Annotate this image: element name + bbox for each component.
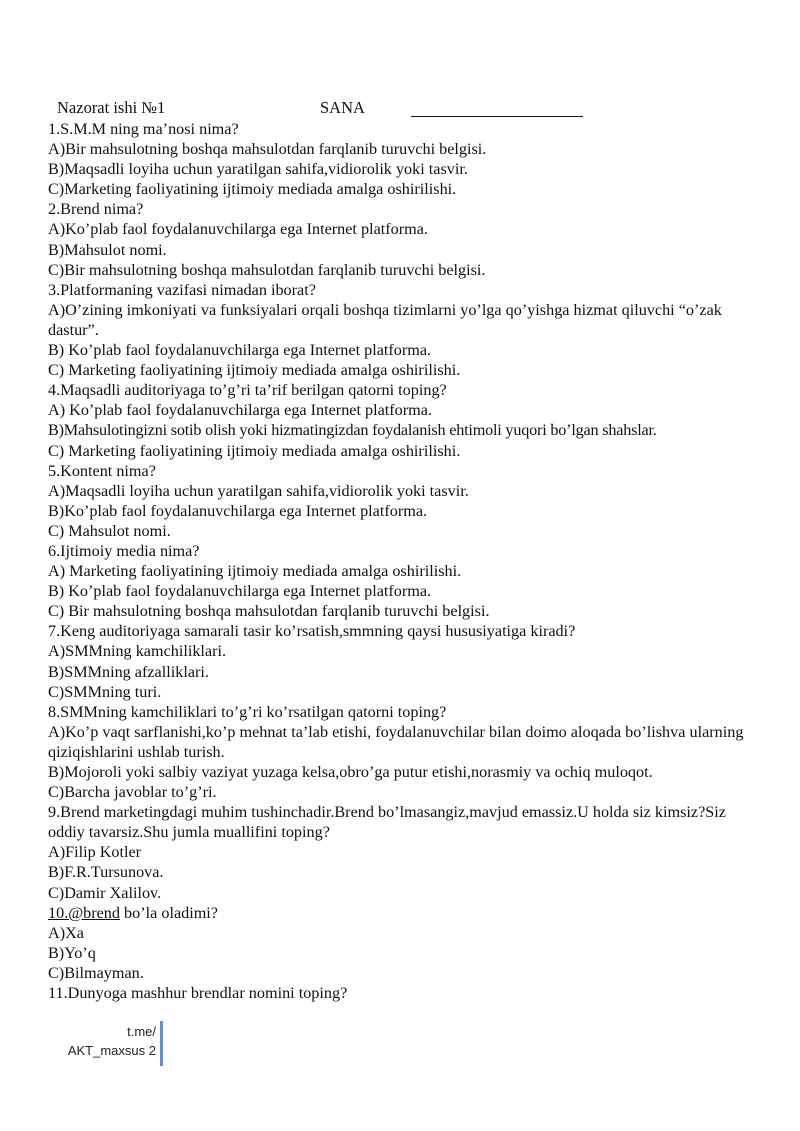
option-9b: B)F.R.Tursunova. xyxy=(48,863,164,882)
option-7a: A)SMMning kamchiliklari. xyxy=(48,642,227,661)
option-2a: A)Ko’plab faol foydalanuvchilarga ega Internet platforma. xyxy=(48,220,428,239)
option-3a: A)O’zining imkoniyati va funksiyalari orqali boshqa tizimlarni yo’lga qo’yishga hizmat qiluvchi “o’zak dastur”. xyxy=(48,300,722,339)
option-1a: A)Bir mahsulotning boshqa mahsulotdan farqlanib turuvchi belgisi. xyxy=(48,140,487,159)
footer-line-1: t.me/ xyxy=(127,1024,156,1039)
option-1b: B)Maqsadli loyiha uchun yaratilgan sahifa,vidiorolik yoki tasvir. xyxy=(48,160,468,179)
option-10b: B)Yo’q xyxy=(48,943,96,962)
option-5a: A)Maqsadli loyiha uchun yaratilgan sahifa,vidiorolik yoki tasvir. xyxy=(48,481,469,500)
question-7: 7.Keng auditoriyaga samarali tasir ko’rsatish,smmning qaysi hususiyatiga kiradi? xyxy=(48,622,576,641)
option-6a: A) Marketing faoliyatining ijtimoiy mediada amalga oshirilishi. xyxy=(48,562,462,581)
question-10-number: 10.@brend xyxy=(48,903,120,922)
option-8c: C)Barcha javoblar to’g’ri. xyxy=(48,783,217,802)
question-6: 6.Ijtimoiy media nima? xyxy=(48,541,200,560)
question-list xyxy=(48,119,748,1003)
footer-accent-bar xyxy=(160,1021,163,1066)
option-5c: C) Mahsulot nomi. xyxy=(48,521,171,540)
header-title: Nazorat ishi №1 xyxy=(57,98,166,117)
option-8a: A)Ko’p vaqt sarflanishi,ko’p mehnat ta’lab etishi, foydalanuvchilar bilan doimo aloqada bo’lishva ularning qiziqishlarini ushlab turish. xyxy=(48,722,744,761)
question-10-text: bo’la oladimi? xyxy=(120,903,218,922)
option-6c: C) Bir mahsulotning boshqa mahsulotdan farqlanib turuvchi belgisi. xyxy=(48,602,490,621)
option-2c: C)Bir mahsulotning boshqa mahsulotdan farqlanib turuvchi belgisi. xyxy=(48,260,486,279)
option-10a: A)Xa xyxy=(48,923,84,942)
option-5b: B)Ko’plab faol foydalanuvchilarga ega Internet platforma. xyxy=(48,501,428,520)
option-3c: C) Marketing faoliyatining ijtimoiy mediada amalga oshirilishi. xyxy=(48,361,461,380)
question-11: 11.Dunyoga mashhur brendlar nomini toping? xyxy=(48,984,348,1003)
question-1: 1.S.M.M ning ma’nosi nima? xyxy=(48,120,239,138)
option-3b: B) Ko’plab faol foydalanuvchilarga ega Internet platforma. xyxy=(48,341,432,360)
option-7c: C)SMMning turi. xyxy=(48,682,162,701)
option-9c: C)Damir Xalilov. xyxy=(48,883,162,902)
header xyxy=(57,98,597,120)
date-label: SANA xyxy=(320,98,365,117)
option-4a: A) Ko’plab faol foydalanuvchilarga ega Internet platforma. xyxy=(48,401,432,420)
question-3: 3.Platformaning vazifasi nimadan iborat? xyxy=(48,280,316,299)
question-8: 8.SMMning kamchiliklari to’g’ri ko’rsatilgan qatorni toping? xyxy=(48,702,447,721)
option-7b: B)SMMning afzalliklari. xyxy=(48,662,209,681)
question-10 xyxy=(48,903,748,923)
option-2b: B)Mahsulot nomi. xyxy=(48,240,167,259)
option-10c: C)Bilmayman. xyxy=(48,963,144,982)
question-2: 2.Brend nima? xyxy=(48,200,144,219)
option-8b: B)Mojoroli yoki salbiy vaziyat yuzaga kelsa,obro’ga putur etishi,norasmiy va ochiq muloqot. xyxy=(48,763,653,781)
option-4c: C) Marketing faoliyatining ijtimoiy mediada amalga oshirilishi. xyxy=(48,441,461,460)
footer-line-2: AKT_maxsus 2 xyxy=(67,1043,156,1058)
option-1c: C)Marketing faoliyatining ijtimoiy mediada amalga oshirilishi. xyxy=(48,180,457,199)
date-blank-line xyxy=(411,116,583,117)
question-5: 5.Kontent nima? xyxy=(48,461,156,480)
question-9: 9.Brend marketingdagi muhim tushinchadir.Brend bo’lmasangiz,mavjud emassiz.U holda siz kimsiz?Siz oddiy tavarsiz.Shu jumla muallifini toping? xyxy=(48,803,726,842)
footer-link xyxy=(60,1022,156,1060)
option-9a: A)Filip Kotler xyxy=(48,843,142,862)
option-4b: B)Mahsulotingizni sotib olish yoki hizmatingizdan foydalanish ehtimoli yuqori bo’lgan shahslar. xyxy=(48,421,657,440)
option-6b: B) Ko’plab faol foydalanuvchilarga ega Internet platforma. xyxy=(48,582,432,601)
question-4: 4.Maqsadli auditoriyaga to’g’ri ta’rif berilgan qatorni toping? xyxy=(48,381,447,400)
